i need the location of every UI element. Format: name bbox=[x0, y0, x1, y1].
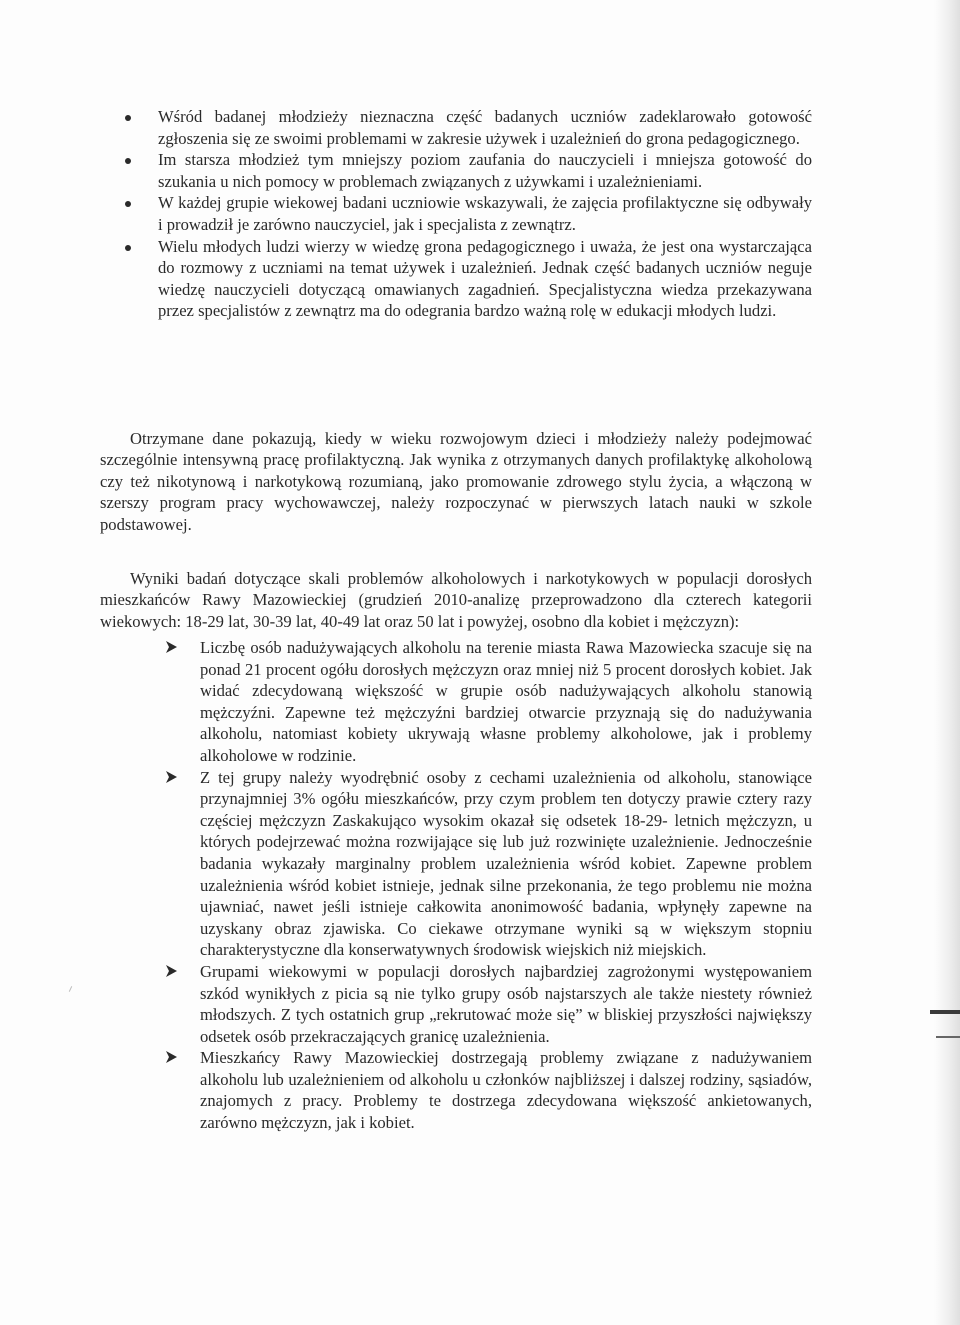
arrowhead-bullet-icon bbox=[164, 640, 178, 654]
arrow-item-text: Mieszkańcy Rawy Mazowieckiej dostrzegają problemy związane z nadużywaniem alkoholu lub uzależnieniem od alkoholu u członków najbliższej i dalszej rodziny, sąsiadów, znajomych z pracy. Problemy te dostrzega zdecydowana większość ankietowanych, zarówno mężczyzn, jak i kobiet. bbox=[200, 1048, 812, 1133]
arrow-list-item bbox=[200, 637, 812, 767]
arrow-list-item bbox=[200, 1047, 812, 1133]
arrow-list-item bbox=[200, 961, 812, 1047]
arrow-item-text: Grupami wiekowymi w populacji dorosłych najbardziej zagrożonymi występowaniem szkód wynikłych z picia są nie tylko grupy osób najstarszych ale także niestety również młodszych. Z tych ostatnich grup „rekrutować może się” w bliskiej przyszłości największy odsetek osób przekraczających granicę uzależnienia. bbox=[200, 961, 812, 1046]
arrow-list-item bbox=[200, 767, 812, 961]
bullet-item bbox=[158, 192, 812, 235]
arrowhead-bullet-icon bbox=[164, 770, 178, 784]
adult-findings-arrow-list bbox=[200, 637, 812, 1134]
bullet-item bbox=[158, 106, 812, 149]
arrowhead-bullet-icon bbox=[164, 1050, 178, 1064]
bullet-dot-icon bbox=[125, 201, 131, 207]
scan-edge-shadow bbox=[934, 0, 960, 1325]
scan-artifact-mark bbox=[930, 1010, 960, 1014]
bullet-text: Im starsza młodzież tym mniejszy poziom zaufania do nauczycieli i mniejsza gotowość do szukania u nich pomocy w problemach związanych z używkami i uzależnieniami. bbox=[158, 150, 812, 191]
paragraph-conclusions: Otrzymane dane pokazują, kiedy w wieku rozwojowym dzieci i młodzieży należy podejmować szczególnie intensywną pracę profilaktyczną. Jak wynika z otrzymanych danych profilaktykę alkoholową czy też nikotynową i narkotykową rozumianą, jako promowanie zdrowego stylu życia, a włączoną w szerszy program pracy wychowawczej, należy rozpoczynać w pierwszych latach nauki w szkole podstawowej. bbox=[100, 428, 812, 534]
arrow-item-text: Z tej grupy należy wyodrębnić osoby z cechami uzależnienia od alkoholu, stanowiące przynajmniej 3% ogółu mieszkańców, przy czym problem ten dotyczy prawie cztery razy częściej mężczyzn Zaskakująco wysokim okazał się odsetek 18-29- letnich mężczyzn, u których podejrzewać można rozwijające się lub już rozwinięte uzależnienie. Jednocześnie badania wykazały marginalny problem uzależnienia wśród kobiet. Zapewne problem uzależnienia wśród kobiet istnieje, jednak silne przekonania, że tego problemu nie można ujawniać, nawet jeśli istnieje całkowita anonimowość badania, wpłynęły zapewne na uzyskany obraz zjawiska. Co ciekawe otrzymane wyniki są w większym stopniu charakterystyczne dla konserwatywnych środowisk wiejskich niż miejskich. bbox=[200, 767, 812, 960]
findings-bullet-list bbox=[158, 106, 812, 322]
arrow-item-text: Liczbę osób nadużywających alkoholu na terenie miasta Rawa Mazowiecka szacuje się na ponad 21 procent ogółu dorosłych mężczyzn oraz mniej niż 5 procent dorosłych kobiet. Jak widać zdecydowaną większość w grupie osób nadużywających alkoholu stanowią mężczyźni. Zapewne też mężczyźni bardziej otwarcie przyznają się do nadużywania alkoholu, natomiast kobiety ukrywają własne problemy alkoholowe, jak i problemy alkoholowe w rodzinie. bbox=[200, 638, 812, 765]
bullet-dot-icon bbox=[125, 115, 131, 121]
bullet-item bbox=[158, 236, 812, 322]
scan-artifact-mark bbox=[936, 1036, 960, 1038]
arrowhead-bullet-icon bbox=[164, 964, 178, 978]
bullet-dot-icon bbox=[125, 158, 131, 164]
bullet-text: Wielu młodych ludzi wierzy w wiedzę grona pedagogicznego i uważa, że jest ona wystarczająca do rozmowy z uczniami na temat używek i uzależnień. Jednak część badanych uczniów neguje wiedzę nauczycieli dotyczącą omawianych zagadnień. Specjalistyczna wiedza przekazywana przez specjalistów z zewnątrz ma do odegrania bardzo ważną rolę w edukacji młodych ludzi. bbox=[158, 236, 812, 321]
scan-artifact-speck bbox=[69, 986, 72, 992]
bullet-item bbox=[158, 149, 812, 192]
paragraph-adult-survey-intro: Wyniki badań dotyczące skali problemów alkoholowych i narkotykowych w populacji dorosłych mieszkańców Rawy Mazowieckiej (grudzień 2010-analizę przeprowadzono dla czterech kategorii wiekowych: 18-29 lat, 30-39 lat, 40-49 lat oraz 50 lat i powyżej, osobno dla kobiet i mężczyzn): bbox=[100, 568, 812, 631]
bullet-text: Wśród badanej młodzieży nieznaczna część badanych uczniów zadeklarowało gotowość zgłoszenia się ze swoimi problemami w zakresie używek i uzależnień do grona pedagogicznego. bbox=[158, 107, 812, 148]
bullet-text: W każdej grupie wiekowej badani uczniowie wskazywali, że zajęcia profilaktyczne się odbywały i prowadził je zarówno nauczyciel, jak i specjalista z zewnątrz. bbox=[158, 193, 812, 234]
bullet-dot-icon bbox=[125, 245, 131, 251]
